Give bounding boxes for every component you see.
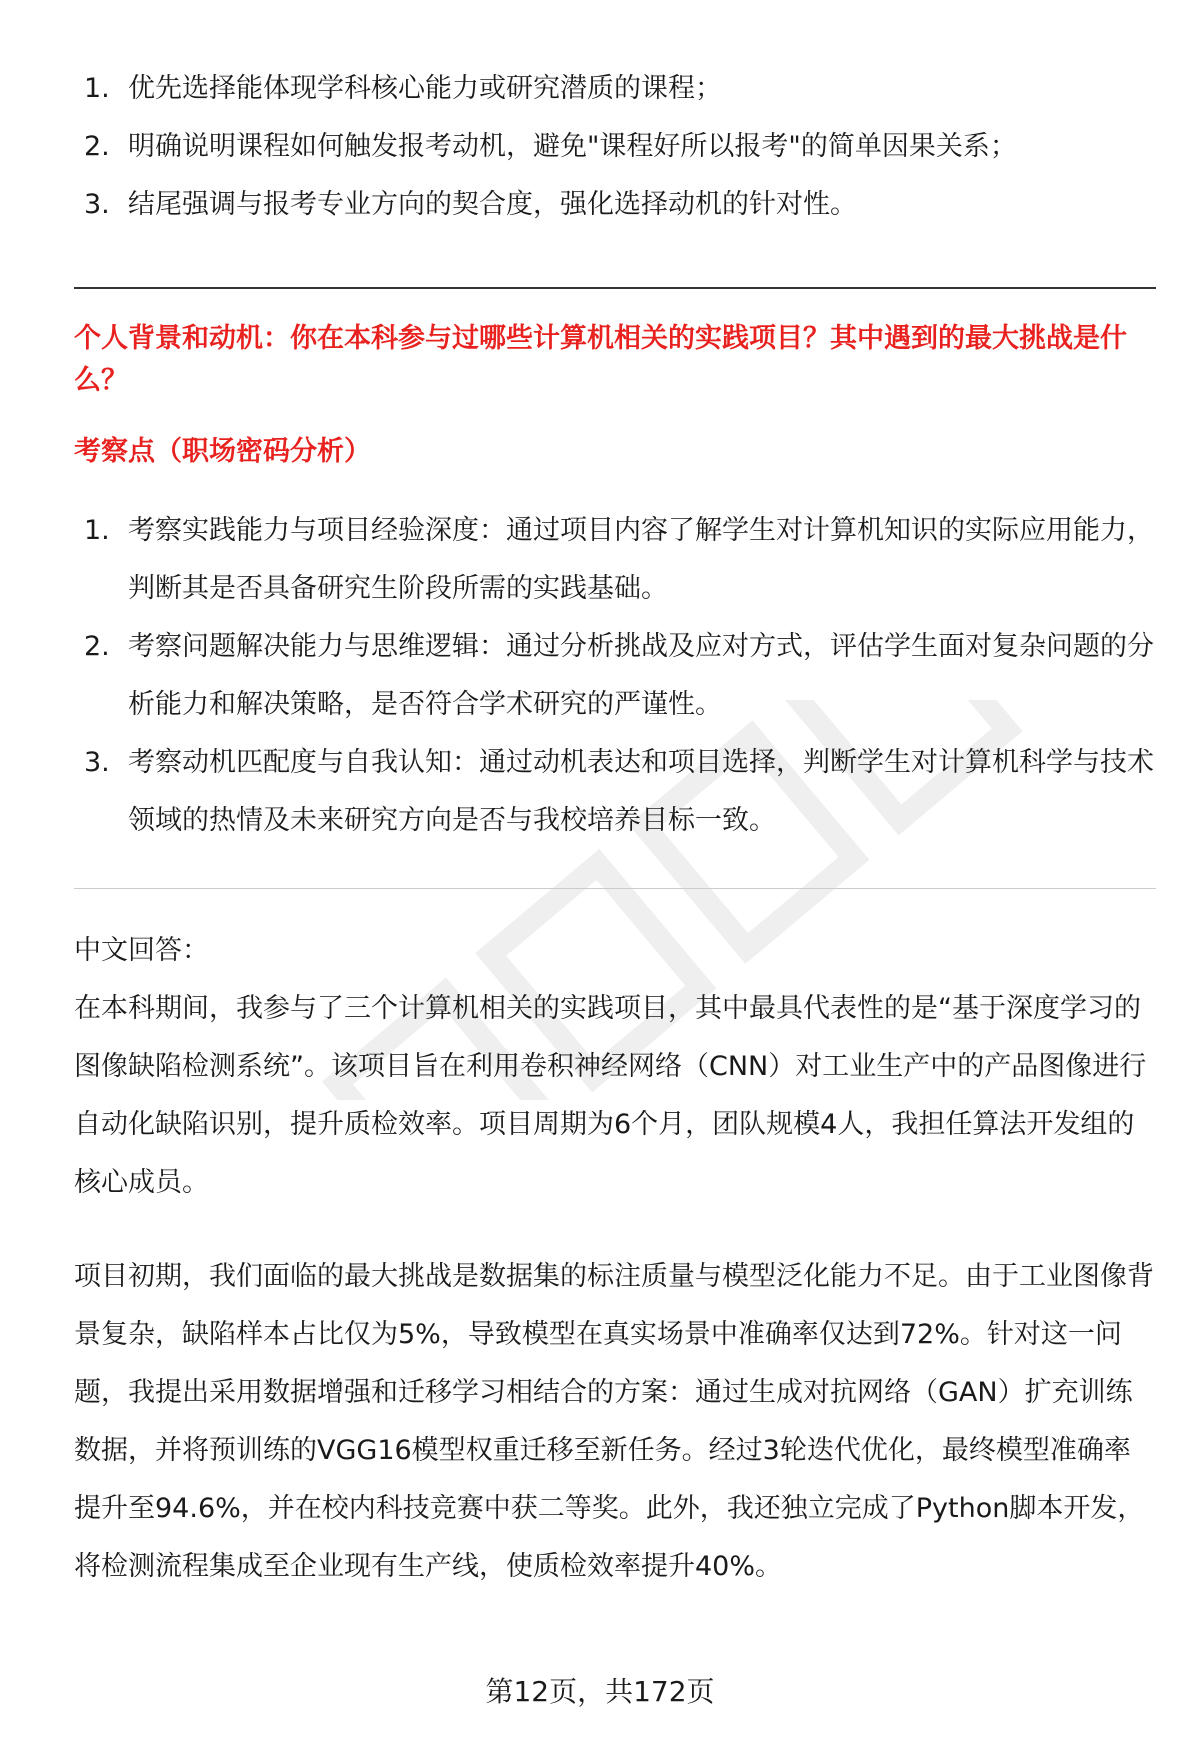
list-item: 3. 结尾强调与报考专业方向的契合度，强化选择动机的针对性。	[84, 189, 857, 220]
question-heading: 个人背景和动机：你在本科参与过哪些计算机相关的实践项目？其中遇到的最大挑战是什么？	[74, 323, 1127, 396]
analysis-heading: 考察点（职场密码分析）	[74, 436, 371, 467]
list-item: 1. 优先选择能体现学科核心能力或研究潜质的课程；	[84, 73, 722, 104]
page-footer: 第12页，共172页	[485, 1675, 715, 1708]
section-divider	[74, 287, 1156, 289]
list-item: 2. 明确说明课程如何触发报考动机，避免"课程好所以报考"的简单因果关系；	[84, 131, 1017, 162]
list-item: 3. 考察动机匹配度与自我认知：通过动机表达和项目选择，判断学生对计算机科学与技术领域的热情及未来研究方向是否与我校培养目标一致。	[84, 747, 1154, 836]
light-divider	[74, 888, 1156, 889]
answer-label: 中文回答：	[74, 935, 209, 966]
list-item: 1. 考察实践能力与项目经验深度：通过项目内容了解学生对计算机知识的实际应用能力，判断其是否具备研究生阶段所需的实践基础。	[84, 515, 1154, 604]
answer-paragraph-2: 项目初期，我们面临的最大挑战是数据集的标注质量与模型泛化能力不足。由于工业图像背景复杂，缺陷样本占比仅为5%，导致模型在真实场景中准确率仅达到72%。针对这一问题，我提出采用数据增强和迁移学习相结合的方案：通过生成对抗网络（GAN）扩充训练数据，并将预训练的VGG16模型权重迁移至新任务。经过3轮迭代优化，最终模型准确率提升至94.6%，并在校内科技竞赛中获二等奖。此外，我还独立完成了Python脚本开发，将检测流程集成至企业现有生产线，使质检效率提升40%。	[74, 1261, 1154, 1582]
answer-paragraph-1: 在本科期间，我参与了三个计算机相关的实践项目，其中最具代表性的是“基于深度学习的图像缺陷检测系统”。该项目旨在利用卷积神经网络（CNN）对工业生产中的产品图像进行自动化缺陷识别，提升质检效率。项目周期为6个月，团队规模4人，我担任算法开发组的核心成员。	[74, 993, 1147, 1198]
list-item: 2. 考察问题解决能力与思维逻辑：通过分析挑战及应对方式，评估学生面对复杂问题的分析能力和解决策略，是否符合学术研究的严谨性。	[84, 631, 1154, 720]
analysis-list	[74, 502, 1156, 850]
tips-list	[74, 60, 1156, 234]
